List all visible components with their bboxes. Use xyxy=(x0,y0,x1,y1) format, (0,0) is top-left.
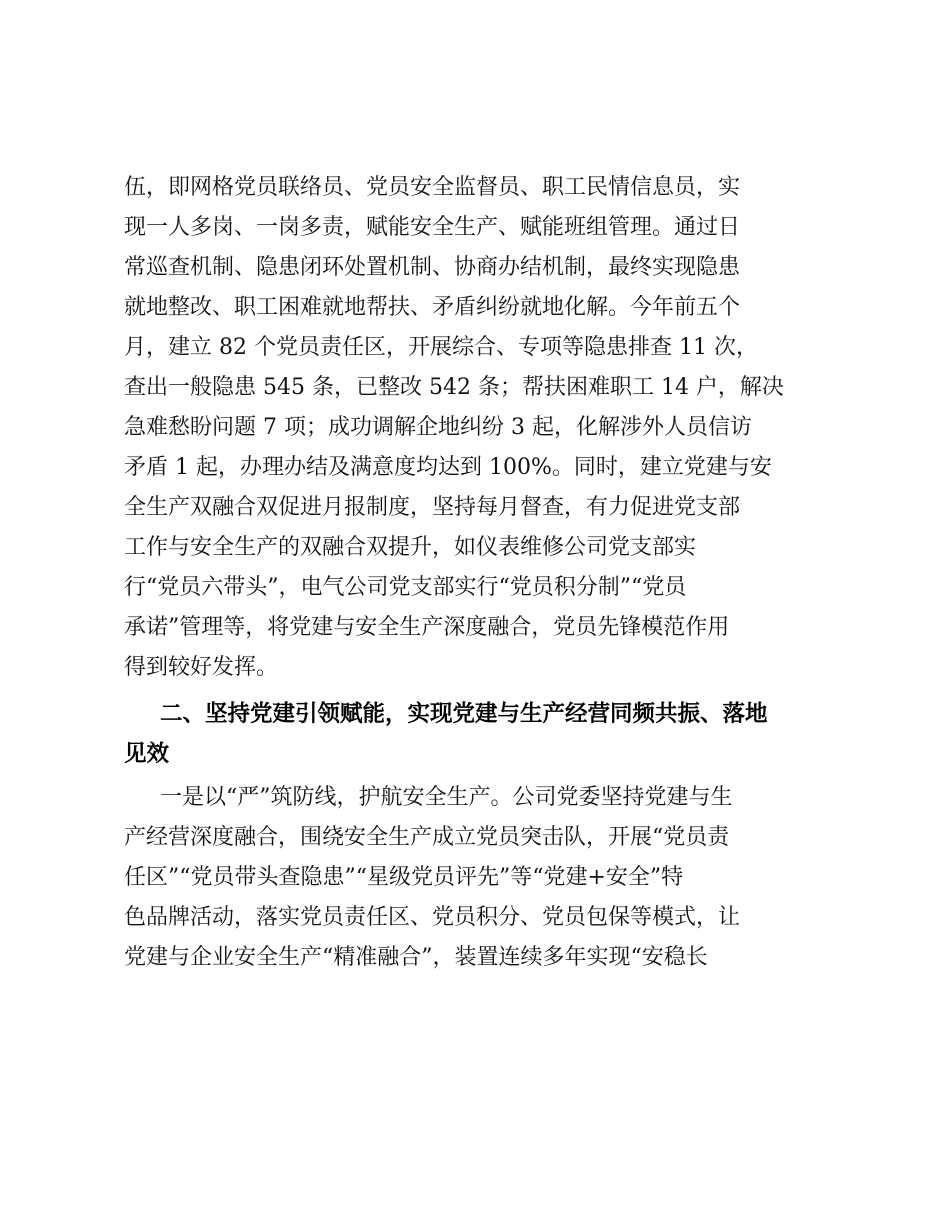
paragraph-line: 一是以“严”筑防线，护航安全生产。公司党委坚持党建与生 xyxy=(160,785,733,810)
paragraph-line: 月，建立 82 个党员责任区，开展综合、专项等隐患排查 11 次， xyxy=(124,335,758,360)
section-heading: 见效 xyxy=(124,741,170,767)
paragraph-line: 现一人多岗、一岗多责，赋能安全生产、赋能班组管理。通过日 xyxy=(124,215,741,240)
paragraph-line: 全生产双融合双促进月报制度，坚持每月督查，有力促进党支部 xyxy=(124,495,741,520)
paragraph-line: 急难愁盼问题 7 项；成功调解企地纠纷 3 起，化解涉外人员信访 xyxy=(124,415,752,440)
paragraph-line: 常巡查机制、隐患闭环处置机制、协商办结机制，最终实现隐患 xyxy=(124,255,741,280)
paragraph-line: 任区”“党员带头查隐患”“星级党员评先”等“党建+安全”特 xyxy=(124,865,684,890)
paragraph-line: 得到较好发挥。 xyxy=(124,655,279,680)
paragraph-line: 伍，即网格党员联络员、党员安全监督员、职工民情信息员，实 xyxy=(124,175,741,200)
paragraph-line: 就地整改、职工困难就地帮扶、矛盾纠纷就地化解。今年前五个 xyxy=(124,295,741,320)
section-heading: 二、坚持党建引领赋能，实现党建与生产经营同频共振、落地 xyxy=(160,701,768,727)
paragraph-line: 查出一般隐患 545 条，已整改 542 条；帮扶困难职工 14 户，解决 xyxy=(124,375,784,400)
paragraph-line: 矛盾 1 起，办理办结及满意度均达到 100%。同时，建立党建与安 xyxy=(124,455,772,480)
paragraph-line: 行“党员六带头”，电气公司党支部实行“党员积分制”“党员 xyxy=(124,575,687,600)
paragraph-line: 党建与企业安全生产“精准融合”，装置连续多年实现“安稳长 xyxy=(124,945,708,970)
paragraph-line: 工作与安全生产的双融合双提升，如仪表维修公司党支部实 xyxy=(124,535,697,560)
paragraph-line: 产经营深度融合，围绕安全生产成立党员突击队，开展“党员责 xyxy=(124,825,730,850)
paragraph-line: 承诺”管理等，将党建与安全生产深度融合，党员先锋模范作用 xyxy=(124,615,730,640)
paragraph-line: 色品牌活动，落实党员责任区、党员积分、党员包保等模式，让 xyxy=(124,905,741,930)
